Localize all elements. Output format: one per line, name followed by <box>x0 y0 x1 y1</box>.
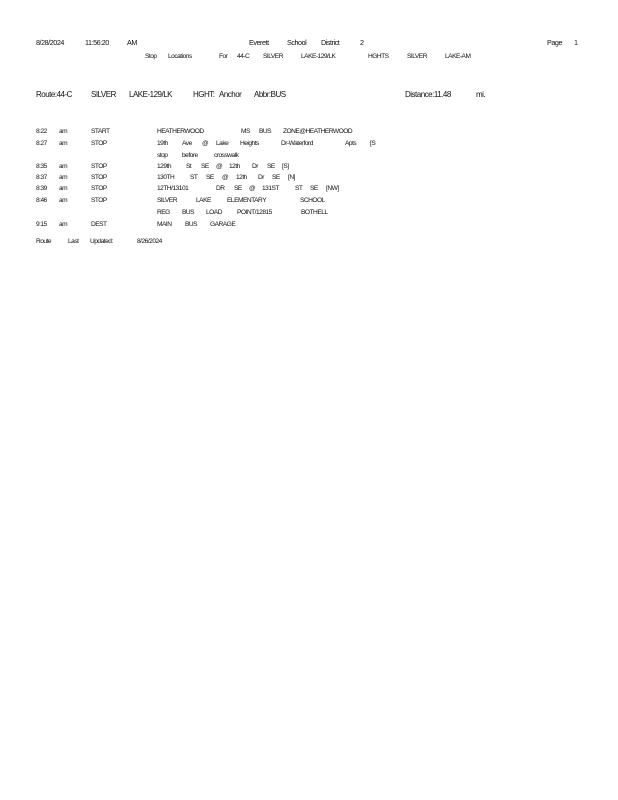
subtitle-word: 44-C <box>237 53 250 60</box>
stop-word: 12TH/13101 <box>157 185 189 192</box>
stop-ampm: am <box>59 185 68 192</box>
subtitle-word: Stop <box>145 53 157 60</box>
org-word: School <box>287 38 307 47</box>
org-word: Everett <box>249 38 269 47</box>
subtitle-word: LAKE-AM <box>445 53 471 60</box>
stop-word: ELEMENTARY <box>227 197 267 204</box>
route-hght: HGHT: <box>193 90 215 99</box>
stop-time: 8:46 <box>36 197 47 204</box>
stop-ampm: am <box>59 163 68 170</box>
stop-type: DEST <box>91 221 107 228</box>
subtitle-word: LAKE-129/LK <box>301 53 336 60</box>
stop-word: [S <box>370 140 376 147</box>
stop-word: 130TH <box>157 174 175 181</box>
stop-ampm: am <box>59 140 68 147</box>
stop-word: REG <box>157 209 170 216</box>
stop-word: @ <box>222 174 229 181</box>
stop-type: STOP <box>91 185 107 192</box>
stop-word: crosswalk <box>214 152 239 159</box>
stop-word: [NW] <box>326 185 339 192</box>
stop-type: STOP <box>91 163 107 170</box>
route-name-2: LAKE-129/LK <box>129 90 172 99</box>
page-number: 1 <box>574 38 578 47</box>
org-word: District <box>321 38 340 47</box>
footer-word: Last <box>68 238 79 245</box>
stop-word: SCHOOL <box>300 197 325 204</box>
stop-word: SE <box>267 163 275 170</box>
stop-word: GARAGE <box>210 221 236 228</box>
stop-word: BUS <box>185 221 198 228</box>
stop-word: Dr <box>252 163 258 170</box>
stop-word: before <box>182 152 198 159</box>
stop-word: Apts <box>345 140 357 147</box>
subtitle-word: SILVER <box>407 53 427 60</box>
route-distance-unit: mi. <box>476 90 486 99</box>
stop-time: 8:35 <box>36 163 47 170</box>
subtitle-word: Locations <box>168 53 192 60</box>
stop-word: SE <box>272 174 280 181</box>
stop-word: Dr <box>258 174 264 181</box>
stop-word: [S] <box>282 163 289 170</box>
stop-time: 8:37 <box>36 174 47 181</box>
stop-word: ST <box>190 174 198 181</box>
report-date: 8/28/2024 <box>36 38 64 47</box>
footer-updated-date: 8/26/2024 <box>137 238 162 245</box>
stop-word: stop <box>157 152 168 159</box>
stop-word: BUS <box>182 209 195 216</box>
route-name-1: SILVER <box>91 90 116 99</box>
stop-word: 19th <box>157 140 168 147</box>
stop-word: DR <box>216 185 225 192</box>
stop-word: SE <box>206 174 214 181</box>
stop-word: [N] <box>288 174 295 181</box>
route-distance: Distance:11.48 <box>405 90 451 99</box>
stop-word: Heights <box>240 140 259 147</box>
stop-word: LOAD <box>206 209 222 216</box>
stop-word: St <box>186 163 192 170</box>
report-time: 11:56:20 <box>85 38 109 47</box>
org-word: 2 <box>360 38 364 47</box>
stop-word: @ <box>202 140 209 147</box>
stop-word: ST <box>295 185 303 192</box>
stop-word: SE <box>234 185 242 192</box>
subtitle-word: For <box>219 53 228 60</box>
stop-time: 8:22 <box>36 128 47 135</box>
stop-ampm: am <box>59 128 68 135</box>
stop-word: 131ST <box>262 185 279 192</box>
stop-ampm: am <box>59 197 68 204</box>
stop-word: SE <box>201 163 209 170</box>
stop-time: 8:39 <box>36 185 47 192</box>
stop-word: HEATHERWOOD <box>157 128 204 135</box>
page-label: Page <box>547 38 562 47</box>
stop-word: 12th <box>229 163 240 170</box>
stop-word: BOTHELL <box>301 209 328 216</box>
stop-word: @ <box>249 185 256 192</box>
stop-word: SE <box>310 185 318 192</box>
route-abbr: Abbr:BUS <box>254 90 286 99</box>
stop-word: Lake <box>216 140 229 147</box>
stop-ampm: am <box>59 221 68 228</box>
stop-word: BUS <box>259 128 272 135</box>
stop-word: @ <box>216 163 223 170</box>
footer-word: Updated: <box>90 238 113 245</box>
stop-word: ZONE@HEATHERWOOD <box>283 128 353 135</box>
stop-type: START <box>91 128 110 135</box>
stop-word: Ave <box>182 140 192 147</box>
stop-ampm: am <box>59 174 68 181</box>
route-anchor: Anchor <box>219 90 242 99</box>
stop-word: MS <box>241 128 250 135</box>
stop-type: STOP <box>91 174 107 181</box>
subtitle-word: HGHTS <box>368 53 389 60</box>
footer-word: Route <box>36 238 52 245</box>
stop-time: 8:27 <box>36 140 47 147</box>
stop-type: STOP <box>91 197 107 204</box>
stop-word: SILVER <box>157 197 177 204</box>
subtitle-word: SILVER <box>263 53 283 60</box>
route-id: Route:44-C <box>36 90 72 99</box>
stop-word: POINT/12815 <box>237 209 272 216</box>
stop-time: 9:15 <box>36 221 47 228</box>
stop-word: 129th <box>157 163 172 170</box>
stop-type: STOP <box>91 140 107 147</box>
stop-word: LAKE <box>196 197 211 204</box>
stop-word: Dr-Waterford <box>281 140 313 147</box>
report-ampm: AM <box>127 38 137 47</box>
stop-word: 12th <box>236 174 247 181</box>
stop-word: MAIN <box>157 221 172 228</box>
